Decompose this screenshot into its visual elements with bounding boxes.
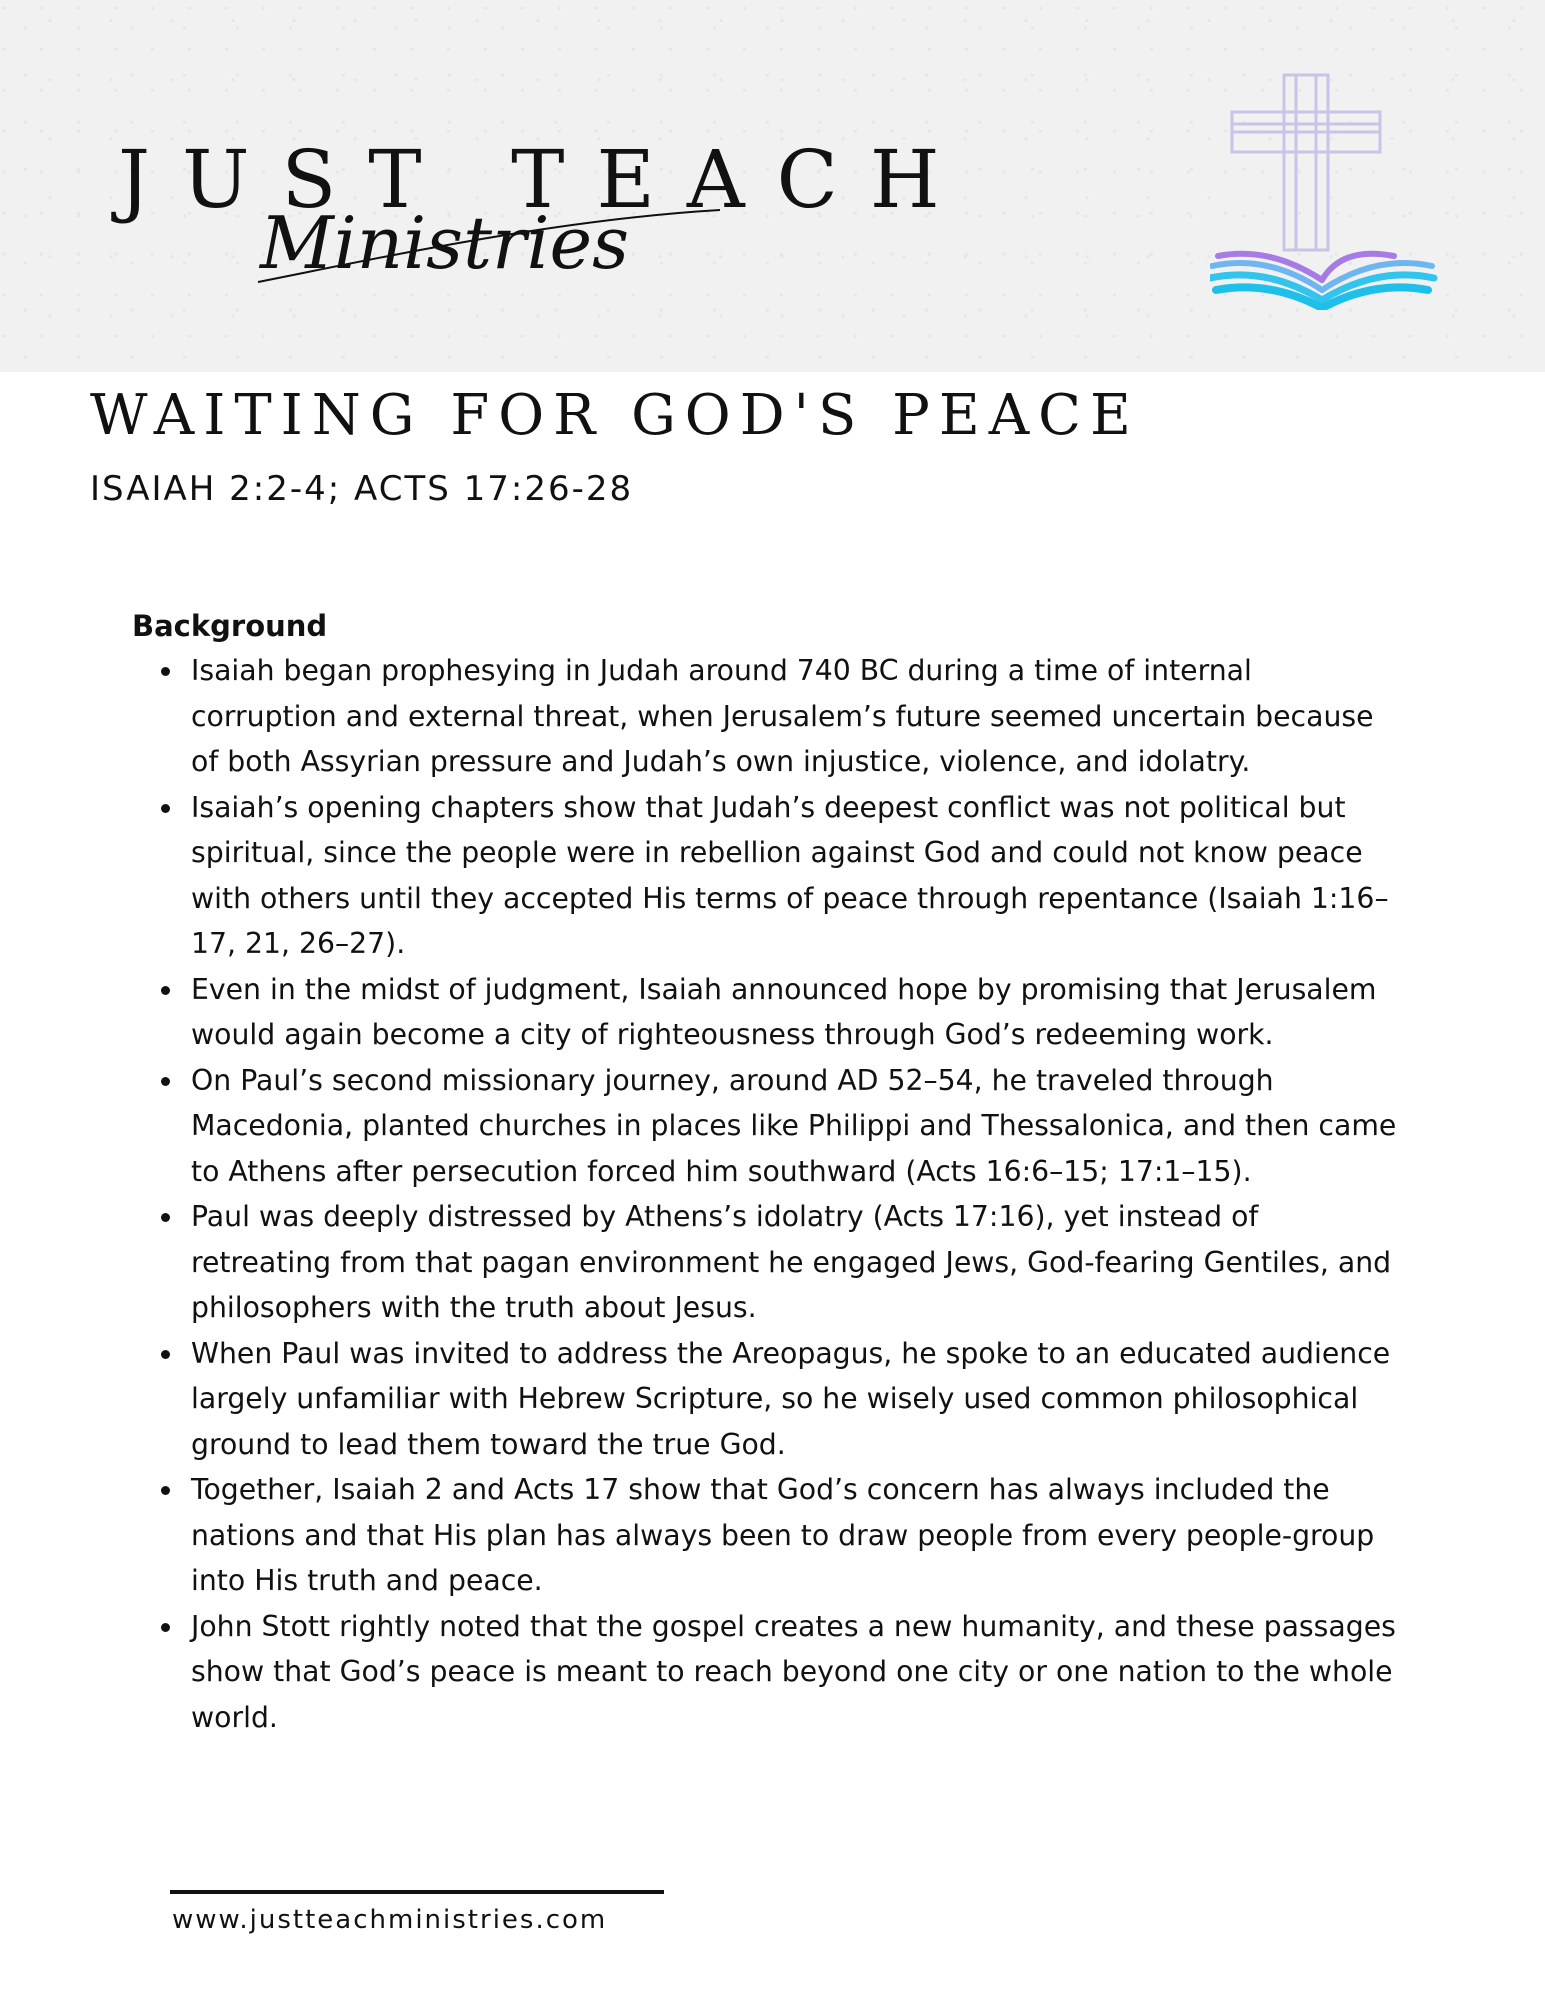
brand-title: JUST TEACH	[118, 133, 972, 226]
list-item: • John Stott rightly noted that the gospel creates a new humanity, and these passages show that God’s peace is meant to reach beyond one city or one nation to the whole world.	[185, 1604, 1402, 1741]
cross-and-open-bible-icon	[1210, 70, 1490, 310]
background-list	[132, 648, 1402, 1740]
brand-script-logotype	[250, 190, 750, 330]
background-section	[132, 604, 1402, 1740]
footer-website-link[interactable]: www.justteachministries.com	[172, 1905, 608, 1935]
list-item: • Even in the midst of judgment, Isaiah announced hope by promising that Jerusalem would again become a city of righteousness through God’s redeeming work.	[185, 967, 1402, 1058]
list-item: • Isaiah’s opening chapters show that Judah’s deepest conflict was not political but spiritual, since the people were in rebellion against God and could not know peace with others until they accepted His terms of peace through repentance (Isaiah 1:16–17, 21, 26–27).	[185, 785, 1402, 967]
header-banner	[0, 0, 1545, 372]
footer-divider	[170, 1890, 664, 1894]
list-item: • Together, Isaiah 2 and Acts 17 show that God’s concern has always included the nations and that His plan has always been to draw people from every people-group into His truth and peace.	[185, 1467, 1402, 1604]
scripture-reference: ISAIAH 2:2-4; ACTS 17:26-28	[90, 469, 634, 509]
list-item: • On Paul’s second missionary journey, around AD 52–54, he traveled through Macedonia, planted churches in places like Philippi and Thessalonica, and then came to Athens after persecution forced him southward (Acts 16:6–15; 17:1–15).	[185, 1058, 1402, 1195]
list-item: • Isaiah began prophesying in Judah around 740 BC during a time of internal corruption and external threat, when Jerusalem’s future seemed uncertain because of both Assyrian pressure and Judah’s own injustice, violence, and idolatry.	[185, 648, 1402, 785]
list-item: • When Paul was invited to address the Areopagus, he spoke to an educated audience largely unfamiliar with Hebrew Scripture, so he wisely used common philosophical ground to lead them toward the true God.	[185, 1331, 1402, 1468]
section-heading: Background	[132, 609, 328, 643]
page-title: WAITING FOR GOD'S PEACE	[90, 383, 1140, 448]
brand-script-text: Ministries	[260, 201, 630, 285]
list-item: • Paul was deeply distressed by Athens’s idolatry (Acts 17:16), yet instead of retreating from that pagan environment he engaged Jews, God-fearing Gentiles, and philosophers with the truth about Jesus.	[185, 1194, 1402, 1331]
